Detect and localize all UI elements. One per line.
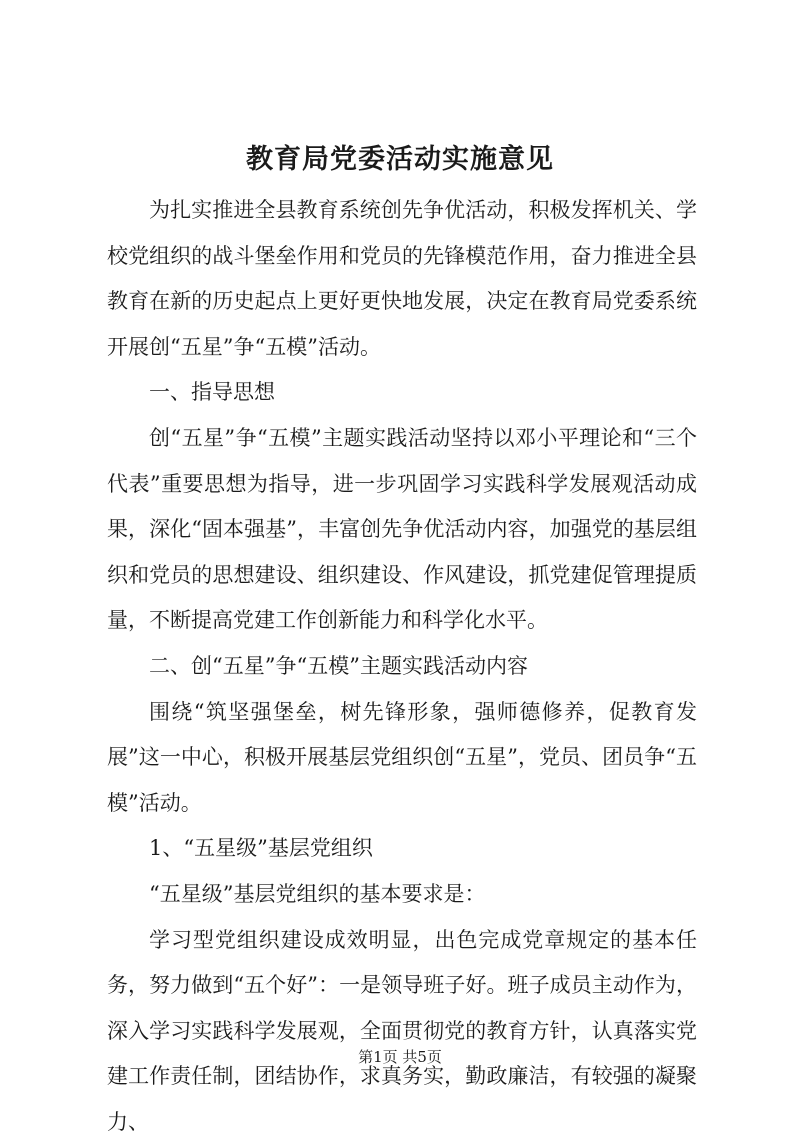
five-star-requirements-paragraph: 学习型党组织建设成效明显，出色完成党章规定的基本任务，努力做到“五个好”：一是领导班子好。班子成员主动作为，深入学习实践科学发展观，全面贯彻党的教育方针，认真落实党建工作责任制，团结协作，求真务实，勤政廉洁，有较强的凝聚力、 xyxy=(107,918,697,1145)
intro-paragraph: 为扎实推进全县教育系统创先争优活动，积极发挥机关、学校党组织的战斗堡垒作用和党员的先锋模范作用，奋力推进全县教育在新的历史起点上更好更快地发展，决定在教育局党委系统开展创“五星”争“五模”活动。 xyxy=(107,188,697,370)
section-heading-activity-content: 二、创“五星”争“五模”主题实践活动内容 xyxy=(107,644,697,690)
subsection-heading-five-star: 1、“五星级”基层党组织 xyxy=(107,826,697,872)
document-body xyxy=(107,188,697,1145)
document-title: 教育局党委活动实施意见 xyxy=(0,140,800,180)
page-number-footer: 第1页 共5页 xyxy=(0,1047,800,1067)
activity-content-paragraph: 围绕“筑坚强堡垒，树先锋形象，强师德修养，促教育发展”这一中心，积极开展基层党组织创“五星”，党员、团员争“五模”活动。 xyxy=(107,690,697,827)
section-heading-guiding-thought: 一、指导思想 xyxy=(107,370,697,416)
five-star-requirements-intro: “五星级”基层党组织的基本要求是： xyxy=(107,872,697,918)
guiding-thought-paragraph: 创“五星”争“五模”主题实践活动坚持以邓小平理论和“三个代表”重要思想为指导，进一步巩固学习实践科学发展观活动成果，深化“固本强基”，丰富创先争优活动内容，加强党的基层组织和党员的思想建设、组织建设、作风建设，抓党建促管理提质量，不断提高党建工作创新能力和科学化水平。 xyxy=(107,416,697,644)
